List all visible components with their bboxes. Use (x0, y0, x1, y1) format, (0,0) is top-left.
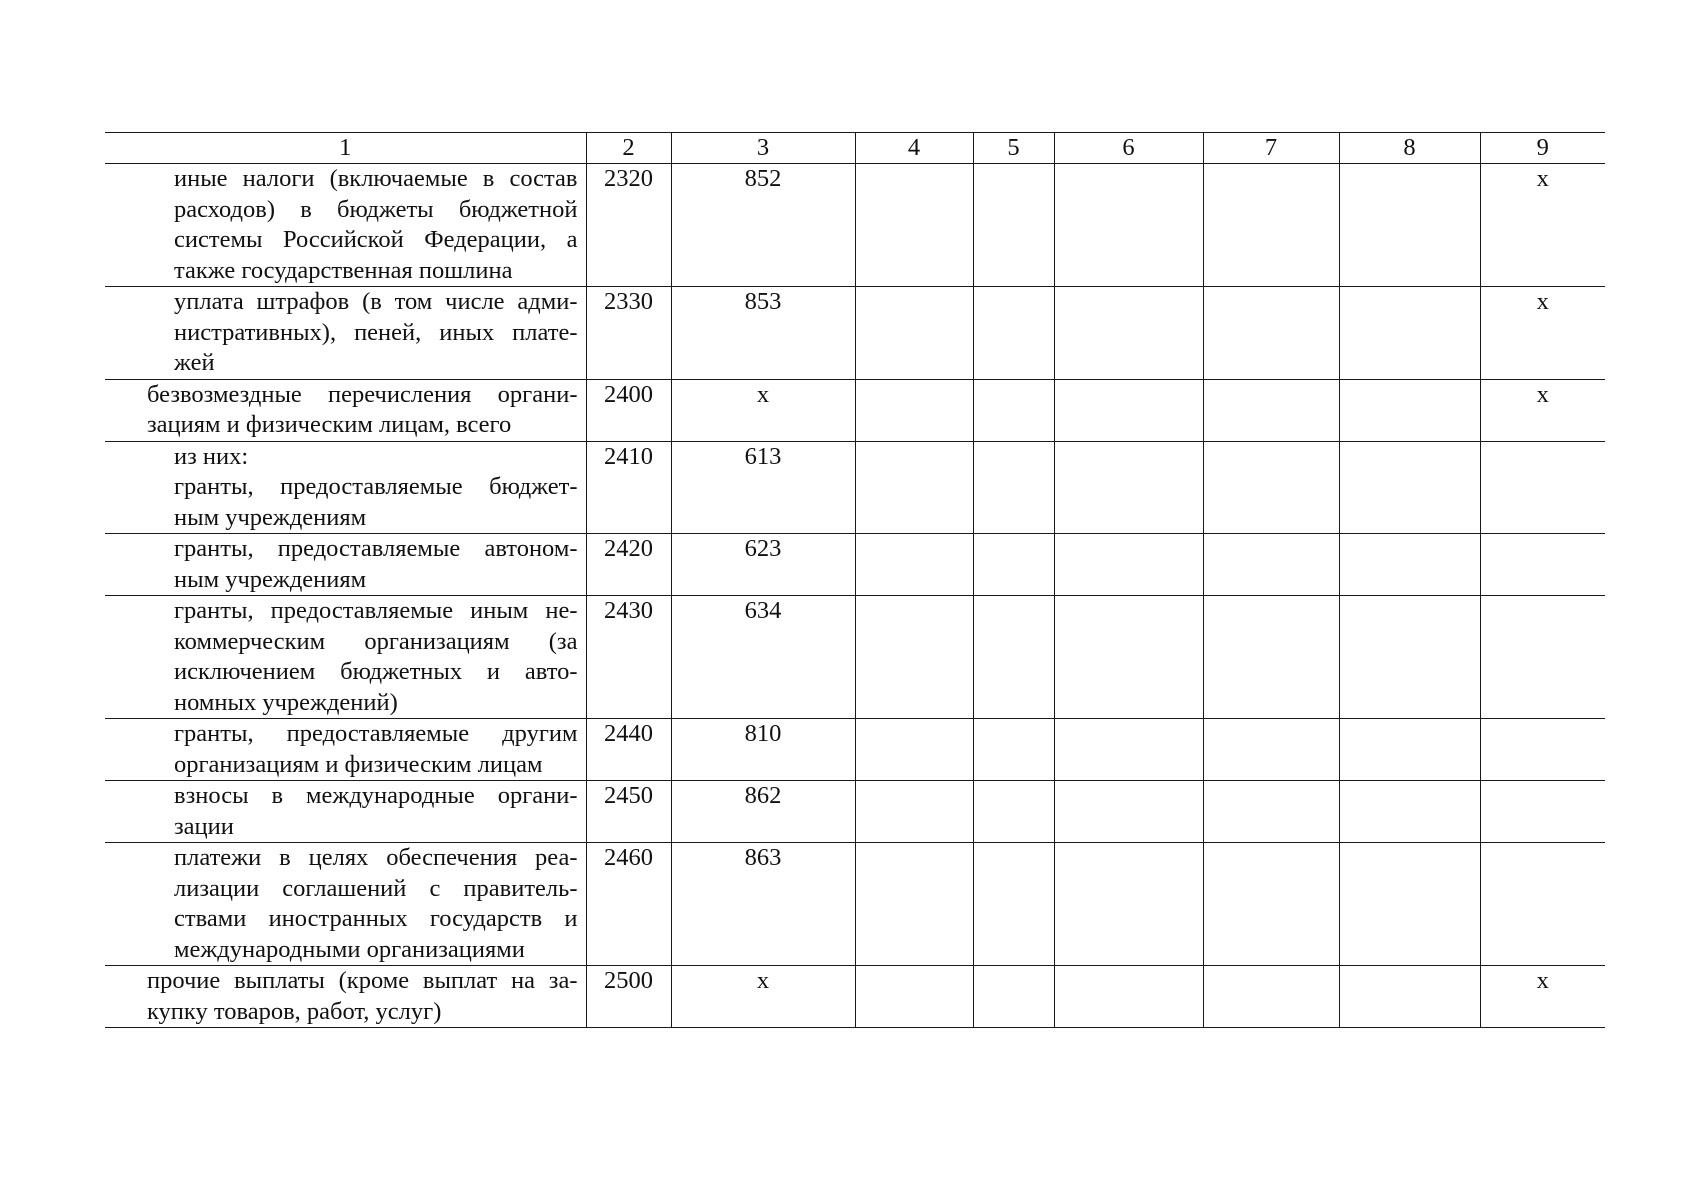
description-line: организациям и физическим лицам (174, 750, 543, 778)
row-col-7 (1203, 164, 1339, 287)
table-row (105, 843, 1605, 966)
description-line: гранты, предоставляемые другим (174, 720, 578, 747)
row-col-6 (1054, 164, 1203, 287)
row-code: 2500 (586, 966, 671, 1028)
table-row (105, 534, 1605, 596)
header-col-8: 8 (1339, 133, 1480, 164)
description-line: взносы в международные органи- (174, 782, 578, 809)
row-description (105, 164, 586, 287)
description-line: также государственная пошлина (174, 256, 513, 284)
table-row (105, 966, 1605, 1028)
description-line: прочие выплаты (кроме выплат на за- (147, 967, 578, 994)
row-description (105, 843, 586, 966)
description-line: системы Российской Федерации, а (174, 226, 578, 253)
header-col-5: 5 (973, 133, 1054, 164)
description-line: зациям и физическим лицам, всего (147, 411, 512, 438)
row-kbk: 862 (671, 781, 855, 843)
header-col-4: 4 (855, 133, 973, 164)
description-line: номных учреждений) (174, 688, 398, 716)
description-line: расходов) в бюджеты бюджетной (174, 195, 578, 223)
row-col-8 (1339, 966, 1480, 1028)
row-col-4 (855, 719, 973, 781)
row-description (105, 596, 586, 719)
row-code: 2400 (586, 379, 671, 441)
row-col-5 (973, 287, 1054, 380)
row-col-7 (1203, 287, 1339, 380)
table-row (105, 781, 1605, 843)
row-description (105, 534, 586, 596)
row-col-4 (855, 843, 973, 966)
description-line: зации (174, 812, 234, 840)
header-col-6: 6 (1054, 133, 1203, 164)
row-col-8 (1339, 843, 1480, 966)
row-col-5 (973, 441, 1054, 534)
row-col-8 (1339, 596, 1480, 719)
row-col-8 (1339, 441, 1480, 534)
row-col-5 (973, 843, 1054, 966)
row-col-8 (1339, 534, 1480, 596)
row-col-7 (1203, 441, 1339, 534)
row-col-4 (855, 287, 973, 380)
header-col-3: 3 (671, 133, 855, 164)
row-col-7 (1203, 843, 1339, 966)
row-col-5 (973, 596, 1054, 719)
row-col-8 (1339, 164, 1480, 287)
description-line: ным учреждениям (174, 503, 367, 531)
table-row (105, 719, 1605, 781)
header-row (105, 133, 1605, 164)
row-col-7 (1203, 719, 1339, 781)
description-line: платежи в целях обеспечения реа- (174, 844, 578, 871)
header-col-9: 9 (1480, 133, 1605, 164)
row-col-7 (1203, 534, 1339, 596)
row-code: 2420 (586, 534, 671, 596)
description-line: безвозмездные перечисления органи- (147, 380, 578, 408)
row-code: 2320 (586, 164, 671, 287)
row-kbk: 852 (671, 164, 855, 287)
row-col-4 (855, 164, 973, 287)
row-col-4 (855, 379, 973, 441)
row-col-6 (1054, 719, 1203, 781)
row-col-8 (1339, 287, 1480, 380)
row-kbk: х (671, 966, 855, 1028)
description-line: уплата штрафов (в том числе адми- (174, 288, 578, 315)
row-col-7 (1203, 966, 1339, 1028)
row-col-5 (973, 534, 1054, 596)
description-line: ным учреждениям (174, 565, 367, 593)
row-col-5 (973, 719, 1054, 781)
row-description (105, 441, 586, 534)
table-body (105, 164, 1605, 1028)
row-kbk: 863 (671, 843, 855, 966)
document-page (105, 132, 1605, 1028)
row-col-7 (1203, 379, 1339, 441)
description-line: исключением бюджетных и авто- (174, 658, 578, 685)
row-col-5 (973, 781, 1054, 843)
description-line: нистративных), пеней, иных плате- (174, 318, 578, 346)
description-line: лизации соглашений с правитель- (174, 874, 578, 902)
row-kbk: х (671, 379, 855, 441)
table-row (105, 379, 1605, 441)
row-code: 2430 (586, 596, 671, 719)
financial-table (105, 132, 1605, 1028)
row-col-9 (1480, 596, 1605, 719)
description-line: гранты, предоставляемые бюджет- (174, 473, 578, 500)
row-description (105, 781, 586, 843)
row-col-6 (1054, 843, 1203, 966)
row-col-9: х (1480, 966, 1605, 1028)
description-line: гранты, предоставляемые иным не- (174, 597, 578, 624)
header-col-2: 2 (586, 133, 671, 164)
row-col-6 (1054, 596, 1203, 719)
row-col-9: х (1480, 287, 1605, 380)
row-col-9 (1480, 719, 1605, 781)
row-code: 2410 (586, 441, 671, 534)
row-col-6 (1054, 379, 1203, 441)
row-code: 2450 (586, 781, 671, 843)
row-col-6 (1054, 781, 1203, 843)
row-col-6 (1054, 966, 1203, 1028)
row-col-5 (973, 379, 1054, 441)
table-row (105, 596, 1605, 719)
row-col-9: х (1480, 379, 1605, 441)
row-col-7 (1203, 781, 1339, 843)
row-code: 2330 (586, 287, 671, 380)
row-col-8 (1339, 781, 1480, 843)
row-description (105, 287, 586, 380)
header-col-1: 1 (105, 133, 586, 164)
table-row (105, 441, 1605, 534)
description-line: коммерческим организациям (за (174, 627, 578, 655)
description-line: иные налоги (включаемые в состав (174, 165, 578, 192)
row-col-5 (973, 164, 1054, 287)
header-col-7: 7 (1203, 133, 1339, 164)
row-kbk: 613 (671, 441, 855, 534)
row-kbk: 634 (671, 596, 855, 719)
row-code: 2440 (586, 719, 671, 781)
row-col-6 (1054, 287, 1203, 380)
row-col-9 (1480, 781, 1605, 843)
description-line: ствами иностранных государств и (174, 905, 578, 932)
row-col-5 (973, 966, 1054, 1028)
description-line: гранты, предоставляемые автоном- (174, 535, 578, 562)
row-col-7 (1203, 596, 1339, 719)
row-col-9 (1480, 843, 1605, 966)
row-col-9 (1480, 441, 1605, 534)
table-row (105, 164, 1605, 287)
row-col-6 (1054, 534, 1203, 596)
row-description (105, 379, 586, 441)
row-col-4 (855, 441, 973, 534)
description-line: жей (174, 349, 215, 376)
row-description (105, 719, 586, 781)
row-col-6 (1054, 441, 1203, 534)
row-kbk: 623 (671, 534, 855, 596)
row-code: 2460 (586, 843, 671, 966)
row-col-9 (1480, 534, 1605, 596)
row-col-4 (855, 596, 973, 719)
row-kbk: 853 (671, 287, 855, 380)
row-description (105, 966, 586, 1028)
row-col-8 (1339, 719, 1480, 781)
row-col-8 (1339, 379, 1480, 441)
table-row (105, 287, 1605, 380)
description-line: международными организациями (174, 935, 525, 963)
description-line: из них: (174, 442, 249, 470)
row-col-9: х (1480, 164, 1605, 287)
row-col-4 (855, 781, 973, 843)
row-kbk: 810 (671, 719, 855, 781)
row-col-4 (855, 534, 973, 596)
row-col-4 (855, 966, 973, 1028)
description-line: купку товаров, работ, услуг) (147, 997, 442, 1025)
